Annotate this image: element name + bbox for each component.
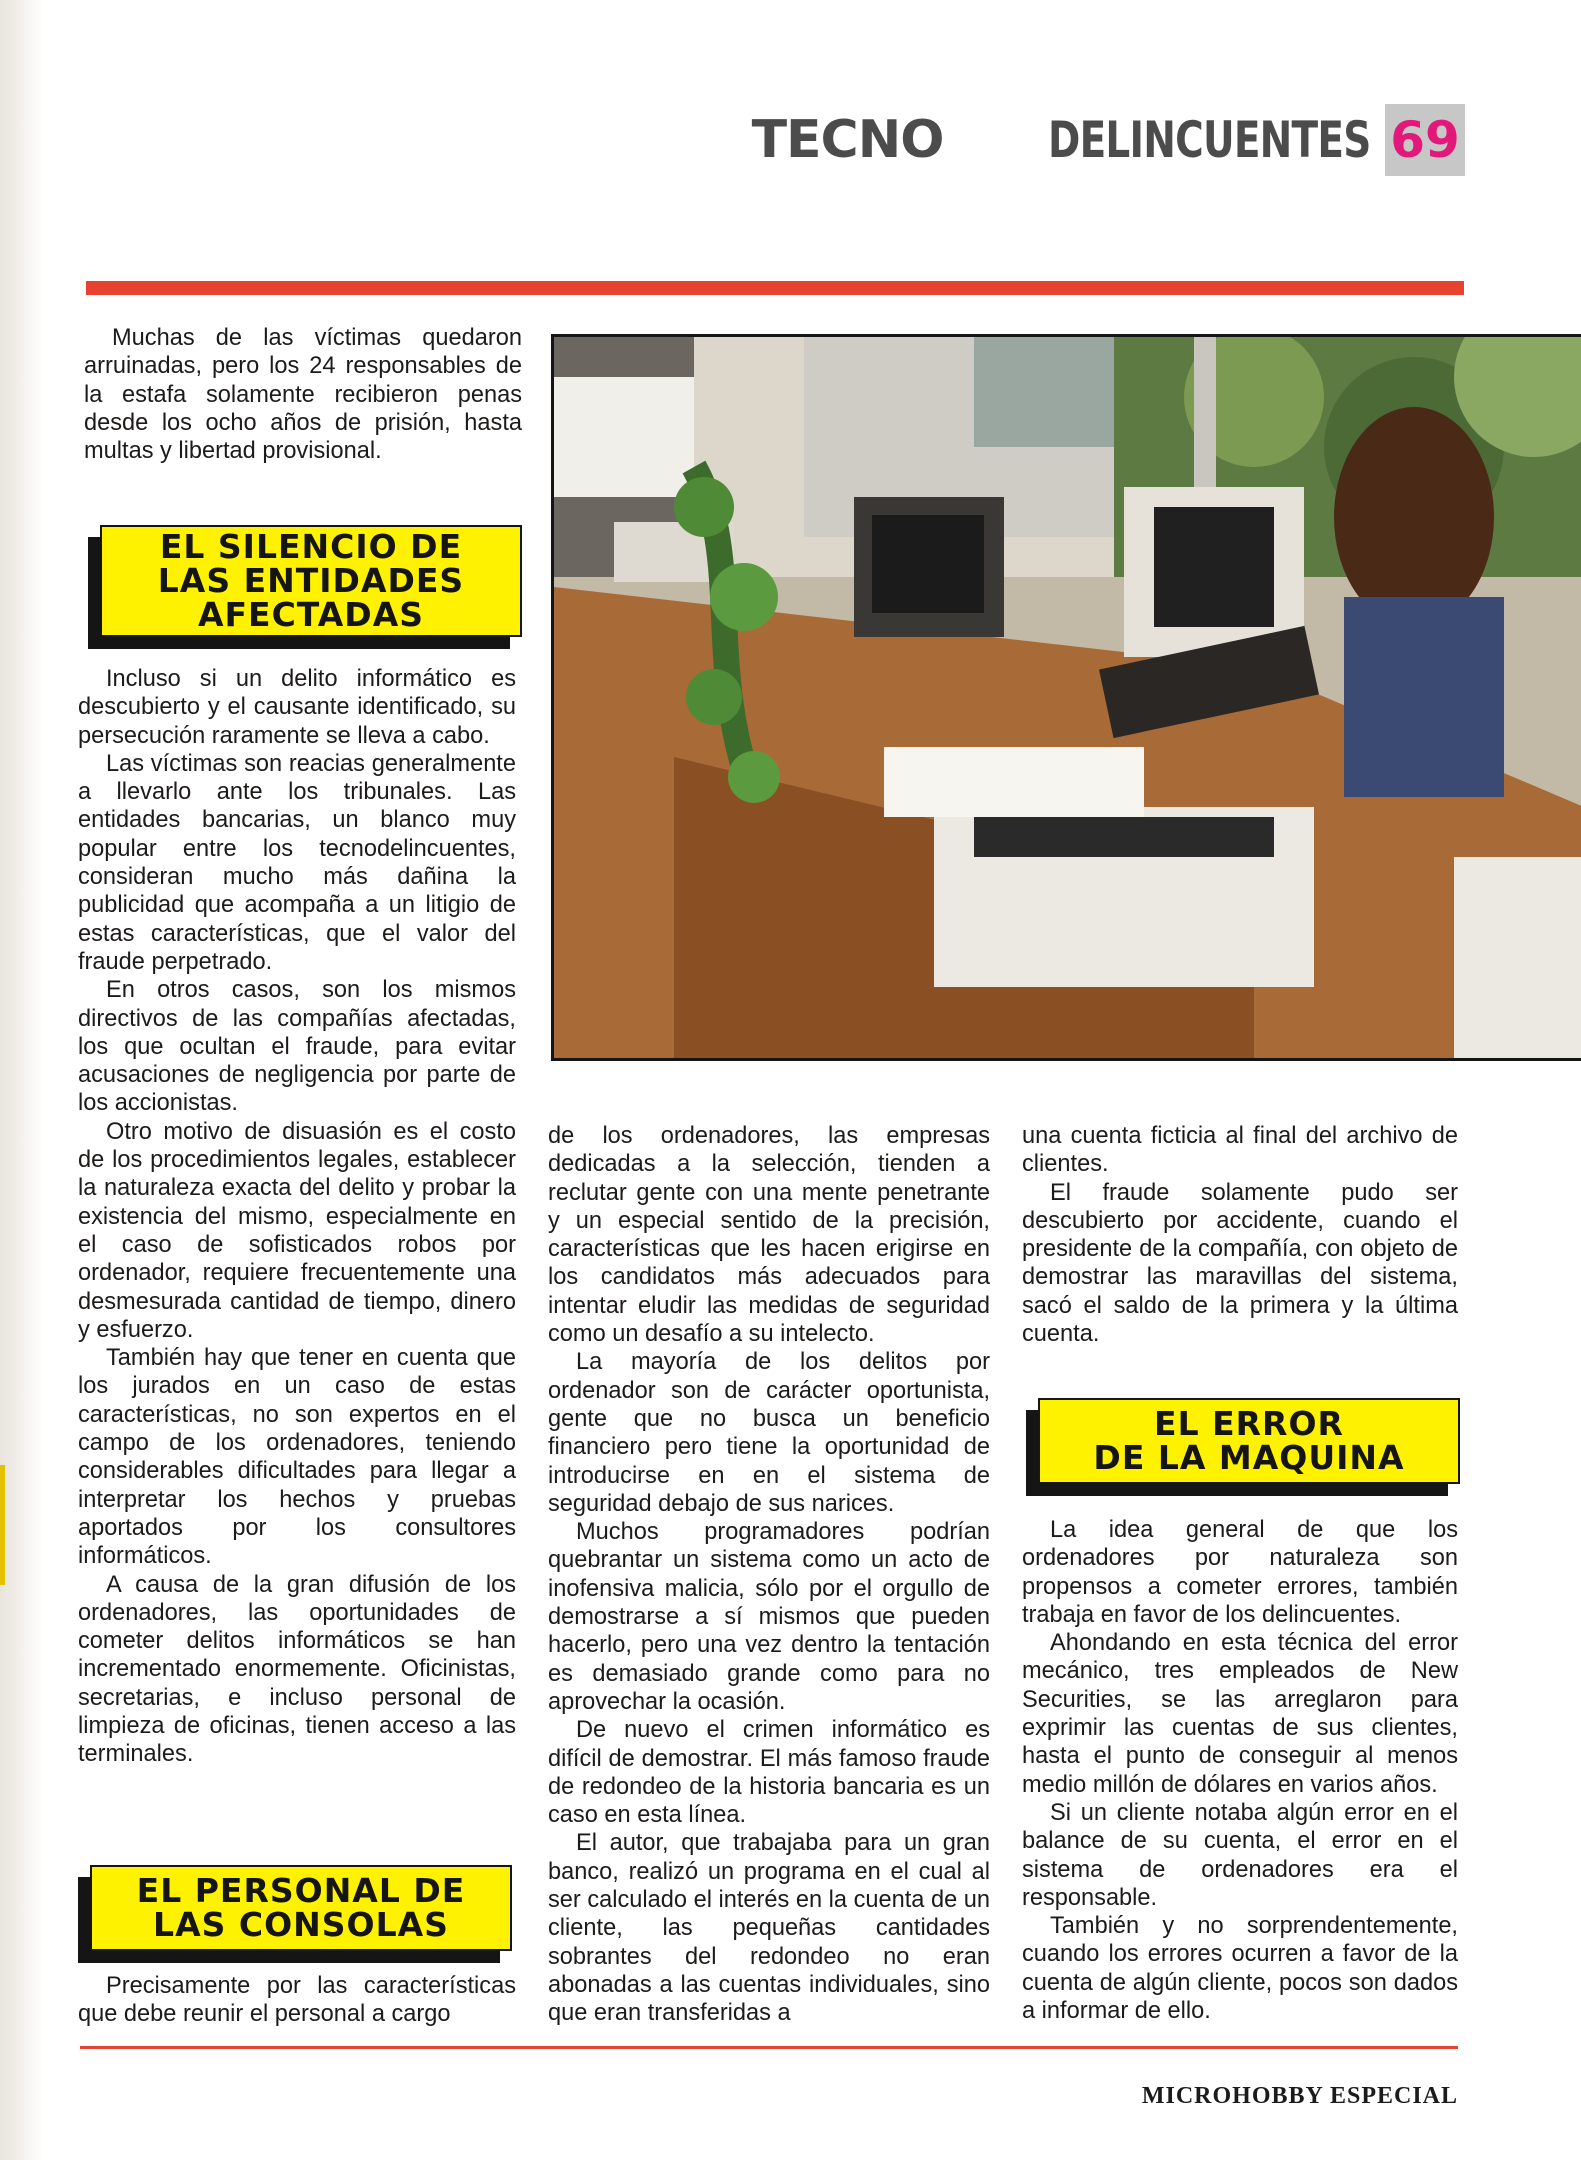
column1-intro bbox=[84, 324, 522, 465]
section-heading: EL SILENCIO DE LAS ENTIDADES AFECTADAS bbox=[100, 525, 522, 637]
paragraph: De nuevo el crimen informático es difícil de demostrar. El más famoso fraude de redondeo de la historia bancaria es un caso en esta línea. bbox=[548, 1717, 990, 1829]
column3-body bbox=[1022, 1516, 1458, 2025]
paragraph: El fraude solamente pudo ser descubierto por accidente, cuando el presidente de la compañía, con objeto de demostrar las maravillas del sistema, sacó el saldo de la primera y la última cuenta. bbox=[1022, 1179, 1458, 1348]
heading-box-silencio bbox=[100, 525, 522, 637]
paragraph: Muchos programadores podrían quebrantar un sistema como un acto de inofensiva malicia, sólo por el orgullo de demostrarse a sí mismos que pueden hacerlo, pero una vez dentro la tentación es demasiado grande como para no aprovechar la ocasión. bbox=[548, 1519, 990, 1715]
section-heading: EL PERSONAL DE LAS CONSOLAS bbox=[90, 1865, 512, 1951]
heading-box-error bbox=[1038, 1398, 1460, 1484]
paragraph: Si un cliente notaba algún error en el balance de su cuenta, el error en el sistema de ordenadores era el responsable. bbox=[1022, 1799, 1458, 1911]
office-photo-illustration bbox=[554, 337, 1581, 1061]
paragraph: Precisamente por las características que debe reunir el personal a cargo bbox=[78, 1973, 516, 2028]
section-header bbox=[752, 104, 1465, 176]
header-divider bbox=[86, 281, 1464, 295]
footer-divider bbox=[80, 2046, 1458, 2049]
paragraph: La idea general de que los ordenadores por naturaleza son propensos a cometer errores, también trabaja en favor de los delincuentes. bbox=[1022, 1517, 1458, 1628]
heading-box-personal bbox=[90, 1865, 512, 1951]
section-word: TECNO bbox=[751, 110, 944, 170]
paragraph: El autor, que trabajaba para un gran banco, realizó un programa en el cual al ser calculado el interés en la cuenta de un cliente, las pequeñas cantidades sobrantes del redondeo no eran abonadas a las cuentas individuales, sino que eran transferidas a bbox=[548, 1830, 991, 2027]
column2-body bbox=[548, 1122, 990, 2028]
section-title: DELINCUENTES bbox=[1048, 111, 1371, 169]
column1-closing bbox=[78, 1972, 516, 2029]
column1-body bbox=[78, 665, 516, 1769]
section-heading: EL ERROR DE LA MAQUINA bbox=[1038, 1398, 1460, 1484]
page-gutter bbox=[0, 0, 44, 2160]
magazine-footer: MICROHOBBY ESPECIAL bbox=[1141, 2083, 1458, 2109]
column3-top bbox=[1022, 1122, 1458, 1348]
office-photo bbox=[551, 334, 1581, 1061]
paragraph: En otros casos, son los mismos directivos de las compañías afectadas, los que ocultan el fraude, para evitar acusaciones de negligencia por parte de los accionistas. bbox=[78, 977, 516, 1117]
paragraph: A causa de la gran difusión de los ordenadores, las oportunidades de cometer delitos informáticos se han incrementado enormemente. Oficinistas, secretarias, e incluso personal de limpieza de oficinas, tienen acceso a las terminales. bbox=[78, 1571, 516, 1768]
paragraph: una cuenta ficticia al final del archivo de clientes. bbox=[1022, 1123, 1458, 1178]
paragraph: También hay que tener en cuenta que los jurados en un caso de estas características, no son expertos en el campo de los ordenadores, teniendo considerables dificultades para llegar a interpretar los hechos y pruebas aportados por los consultores informáticos. bbox=[78, 1345, 516, 1570]
paragraph: Muchas de las víctimas quedaron arruinadas, pero los 24 responsables de la estafa solamente recibieron penas desde los ocho años de prisión, hasta multas y libertad provisional. bbox=[84, 325, 522, 465]
page-number: 69 bbox=[1385, 104, 1465, 176]
paragraph: de los ordenadores, las empresas dedicadas a la selección, tienden a reclutar gente con una mente penetrante y un especial sentido de la precisión, características que les hacen erigirse en los candidatos más adecuados para intentar eludir las medidas de seguridad como un desafío a su intelecto. bbox=[548, 1123, 990, 1348]
paragraph: También y no sorprendentemente, cuando los errores ocurren a favor de la cuenta de algún cliente, pocos son dados a informar de ello. bbox=[1022, 1913, 1458, 2025]
paragraph: Incluso si un delito informático es descubierto y el causante identificado, su persecución raramente se lleva a cabo. bbox=[78, 666, 516, 749]
paragraph: Otro motivo de disuasión es el costo de los procedimientos legales, establecer la naturaleza exacta del delito y probar la existencia del mismo, especialmente en el caso de sofisticados robos por ordenador, requiere frecuentemente una desmesurada cantidad de tiempo, dinero y esfuerzo. bbox=[78, 1118, 516, 1343]
paragraph: Ahondando en esta técnica del error mecánico, tres empleados de New Securities, se las arreglaron para exprimir las cuentas de sus clientes, hasta el punto de conseguir al menos medio millón de dólares en varios años. bbox=[1022, 1630, 1458, 1798]
gutter-color-mark bbox=[0, 1465, 5, 1585]
paragraph: Las víctimas son reacias generalmente a llevarlo ante los tribunales. Las entidades bancarias, un blanco muy popular entre los tecnodelincuentes, consideran mucho más dañina la publicidad que acompaña a un litigio de estas características, que el valor del fraude perpetrado. bbox=[78, 750, 516, 975]
paragraph: La mayoría de los delitos por ordenador son de carácter oportunista, gente que no busca un beneficio financiero pero tiene la oportunidad de introducirse en en el sistema de seguridad debajo de sus narices. bbox=[548, 1349, 990, 1517]
